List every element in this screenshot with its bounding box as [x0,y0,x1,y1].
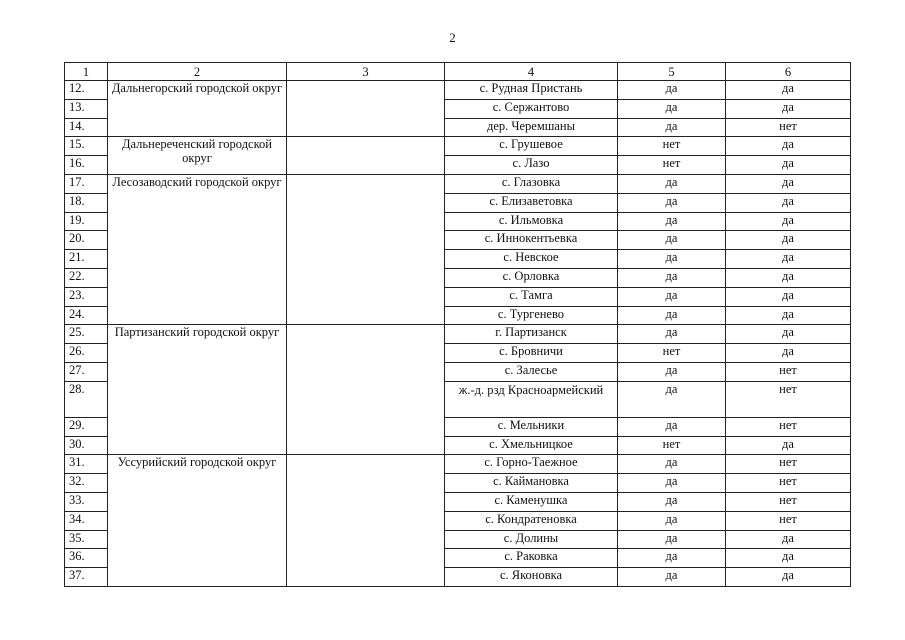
col5-value: да [618,212,726,231]
page-number: 2 [449,30,456,45]
settlements-table [64,62,851,587]
col6-value: да [726,174,851,193]
col5-value: да [618,474,726,493]
header-col-1: 1 [65,63,108,81]
settlement-name: с. Невское [445,250,618,269]
row-number: 18. [65,193,108,212]
col5-value: да [618,118,726,137]
col6-value: да [726,306,851,325]
col5-value: да [618,549,726,568]
row-number: 17. [65,174,108,193]
col5-value: да [618,81,726,100]
settlement-name: г. Партизанск [445,325,618,344]
col5-value: да [618,511,726,530]
col6-value: да [726,156,851,175]
settlement-name: с. Горно-Таежное [445,455,618,474]
empty-cell [287,325,445,455]
row-number: 26. [65,344,108,363]
row-number: 34. [65,511,108,530]
row-number: 14. [65,118,108,137]
col6-value: нет [726,417,851,436]
row-number: 22. [65,268,108,287]
col5-value: да [618,268,726,287]
row-number: 12. [65,81,108,100]
header-row [65,63,851,81]
col6-value: нет [726,492,851,511]
district-name: Партизанский городской округ [108,325,287,455]
district-name: Дальнегорский городской округ [108,81,287,137]
row-number: 31. [65,455,108,474]
col6-value: да [726,436,851,455]
row-number: 35. [65,530,108,549]
settlement-name: с. Грушевое [445,137,618,156]
settlement-name: с. Залесье [445,362,618,381]
settlement-name: с. Тургенево [445,306,618,325]
header-col-2: 2 [108,63,287,81]
settlement-name: дер. Черемшаны [445,118,618,137]
table-row [65,81,851,100]
col6-value: да [726,81,851,100]
col6-value: да [726,530,851,549]
table-row [65,325,851,344]
col6-value: да [726,568,851,587]
row-number: 30. [65,436,108,455]
settlement-name: с. Иннокентьевка [445,231,618,250]
col5-value: да [618,193,726,212]
table-body [65,81,851,587]
row-number: 37. [65,568,108,587]
row-number: 25. [65,325,108,344]
row-number: 23. [65,287,108,306]
row-number: 19. [65,212,108,231]
col6-value: да [726,250,851,269]
row-number: 15. [65,137,108,156]
col6-value: да [726,268,851,287]
settlement-name: с. Каймановка [445,474,618,493]
col6-value: да [726,99,851,118]
district-name: Уссурийский городской округ [108,455,287,587]
col6-value: да [726,287,851,306]
col6-value: нет [726,118,851,137]
row-number: 24. [65,306,108,325]
col5-value: да [618,250,726,269]
table-row [65,174,851,193]
col5-value: да [618,568,726,587]
row-number: 20. [65,231,108,250]
empty-cell [287,81,445,137]
col5-value: да [618,362,726,381]
settlement-name: с. Елизаветовка [445,193,618,212]
col5-value: да [618,417,726,436]
col5-value: нет [618,137,726,156]
col5-value: да [618,492,726,511]
settlement-name: с. Орловка [445,268,618,287]
col5-value: да [618,99,726,118]
col6-value: да [726,137,851,156]
settlement-name: с. Мельники [445,417,618,436]
col6-value: да [726,212,851,231]
empty-cell [287,174,445,324]
settlement-name: с. Тамга [445,287,618,306]
col5-value: нет [618,156,726,175]
col6-value: нет [726,362,851,381]
settlement-name: с. Глазовка [445,174,618,193]
col5-value: да [618,455,726,474]
col6-value: нет [726,474,851,493]
header-col-4: 4 [445,63,618,81]
settlement-name: с. Яконовка [445,568,618,587]
header-col-5: 5 [618,63,726,81]
col5-value: да [618,287,726,306]
col6-value: да [726,193,851,212]
header-col-6: 6 [726,63,851,81]
row-number: 21. [65,250,108,269]
col6-value: да [726,231,851,250]
settlement-name: с. Долины [445,530,618,549]
col6-value: да [726,344,851,363]
settlement-name: с. Хмельницкое [445,436,618,455]
row-number: 36. [65,549,108,568]
row-number: 13. [65,99,108,118]
settlement-name: ж.-д. рзд Красноармейский [445,381,618,417]
table-row [65,137,851,156]
row-number: 33. [65,492,108,511]
col5-value: да [618,325,726,344]
col5-value: да [618,530,726,549]
col6-value: да [726,549,851,568]
col6-value: нет [726,511,851,530]
header-col-3: 3 [287,63,445,81]
settlement-name: с. Каменушка [445,492,618,511]
row-number: 16. [65,156,108,175]
settlement-name: с. Лазо [445,156,618,175]
col6-value: нет [726,455,851,474]
district-name: Лесозаводский городской округ [108,174,287,324]
settlement-name: с. Рудная Пристань [445,81,618,100]
row-number: 29. [65,417,108,436]
settlement-name: с. Кондратеновка [445,511,618,530]
col5-value: нет [618,436,726,455]
settlement-name: с. Бровничи [445,344,618,363]
settlement-name: с. Ильмовка [445,212,618,231]
settlement-name: с. Раковка [445,549,618,568]
row-number: 27. [65,362,108,381]
col5-value: да [618,231,726,250]
settlement-name: с. Сержантово [445,99,618,118]
empty-cell [287,455,445,587]
row-number: 28. [65,381,108,417]
district-name: Дальнереченский городской округ [108,137,287,175]
empty-cell [287,137,445,175]
col5-value: нет [618,344,726,363]
col5-value: да [618,306,726,325]
col5-value: да [618,381,726,417]
col6-value: да [726,325,851,344]
table-row [65,455,851,474]
col5-value: да [618,174,726,193]
col6-value: нет [726,381,851,417]
row-number: 32. [65,474,108,493]
